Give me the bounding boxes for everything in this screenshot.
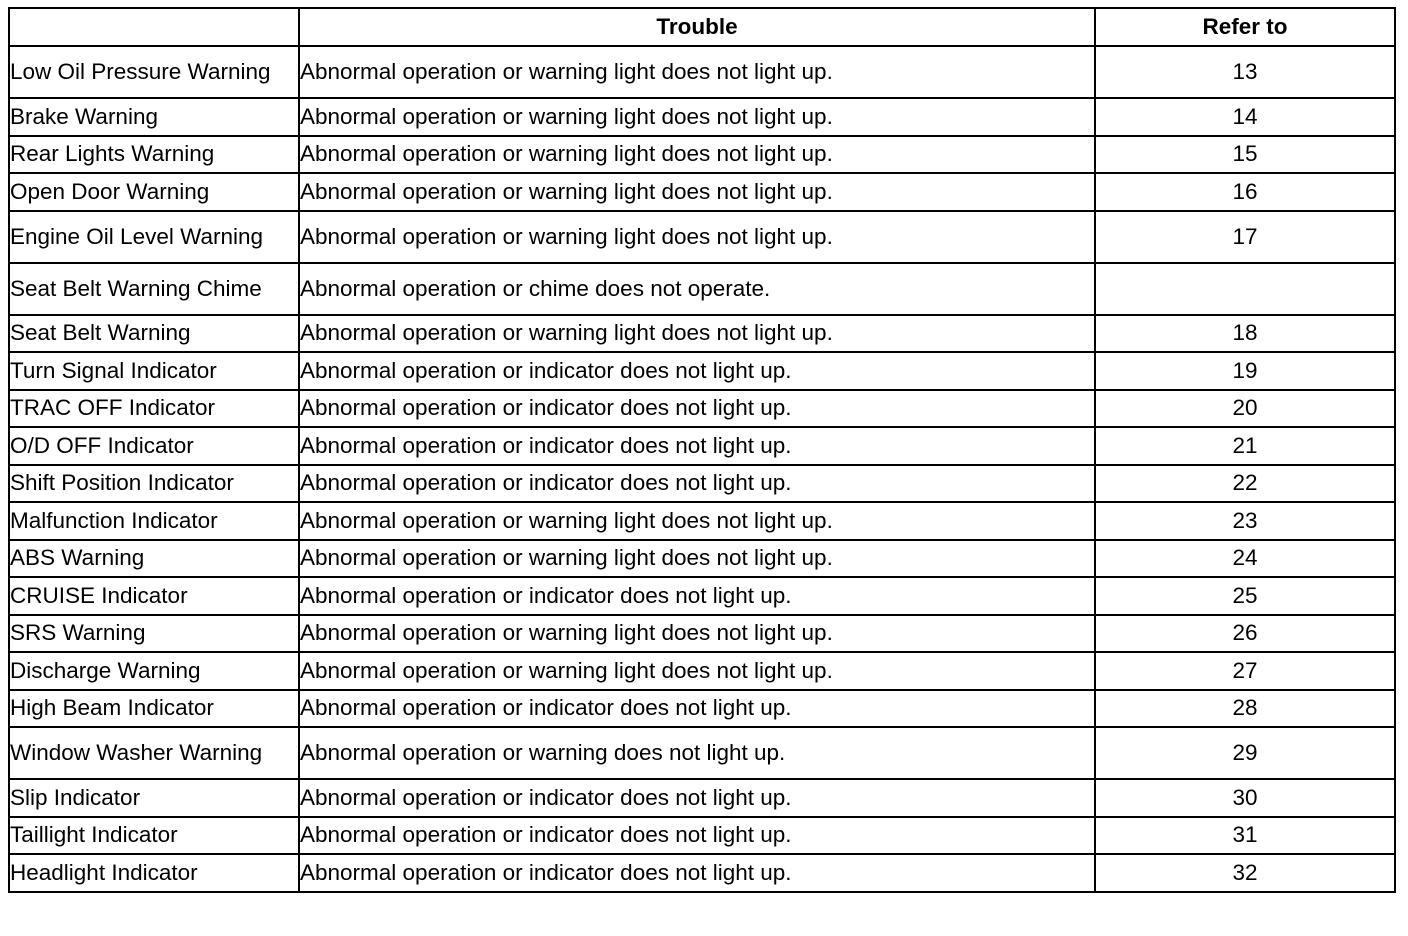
trouble-cell: Abnormal operation or indicator does not light up. bbox=[299, 465, 1095, 503]
trouble-cell: Abnormal operation or chime does not operate. bbox=[299, 263, 1095, 315]
refer-to-cell: 17 bbox=[1095, 211, 1395, 263]
trouble-cell: Abnormal operation or indicator does not light up. bbox=[299, 690, 1095, 728]
refer-to-cell: 31 bbox=[1095, 817, 1395, 855]
trouble-cell: Abnormal operation or warning light does not light up. bbox=[299, 173, 1095, 211]
trouble-cell: Abnormal operation or indicator does not light up. bbox=[299, 390, 1095, 428]
item-cell: Brake Warning bbox=[9, 98, 299, 136]
table-row bbox=[9, 652, 1395, 690]
item-cell: Low Oil Pressure Warning bbox=[9, 46, 299, 98]
refer-to-cell: 24 bbox=[1095, 540, 1395, 578]
item-cell: Malfunction Indicator bbox=[9, 502, 299, 540]
header-row bbox=[9, 8, 1395, 46]
header-refer-to: Refer to bbox=[1095, 8, 1395, 46]
item-cell: ABS Warning bbox=[9, 540, 299, 578]
refer-to-cell: 21 bbox=[1095, 427, 1395, 465]
item-cell: O/D OFF Indicator bbox=[9, 427, 299, 465]
trouble-cell: Abnormal operation or indicator does not light up. bbox=[299, 427, 1095, 465]
trouble-cell: Abnormal operation or warning does not light up. bbox=[299, 727, 1095, 779]
item-cell: Headlight Indicator bbox=[9, 854, 299, 892]
trouble-cell: Abnormal operation or warning light does not light up. bbox=[299, 315, 1095, 353]
trouble-cell: Abnormal operation or indicator does not light up. bbox=[299, 779, 1095, 817]
trouble-cell: Abnormal operation or warning light does not light up. bbox=[299, 540, 1095, 578]
refer-to-cell: 13 bbox=[1095, 46, 1395, 98]
trouble-cell: Abnormal operation or indicator does not light up. bbox=[299, 817, 1095, 855]
trouble-cell: Abnormal operation or warning light does not light up. bbox=[299, 652, 1095, 690]
refer-to-cell: 29 bbox=[1095, 727, 1395, 779]
item-cell: Rear Lights Warning bbox=[9, 136, 299, 174]
table-row bbox=[9, 779, 1395, 817]
trouble-cell: Abnormal operation or warning light does not light up. bbox=[299, 46, 1095, 98]
table-row bbox=[9, 502, 1395, 540]
refer-to-cell: 32 bbox=[1095, 854, 1395, 892]
refer-to-cell: 30 bbox=[1095, 779, 1395, 817]
trouble-cell: Abnormal operation or warning light does not light up. bbox=[299, 615, 1095, 653]
trouble-cell: Abnormal operation or indicator does not light up. bbox=[299, 577, 1095, 615]
table-row bbox=[9, 577, 1395, 615]
item-cell: Turn Signal Indicator bbox=[9, 352, 299, 390]
refer-to-cell: 20 bbox=[1095, 390, 1395, 428]
refer-to-cell: 28 bbox=[1095, 690, 1395, 728]
trouble-table bbox=[8, 7, 1396, 893]
item-cell: Shift Position Indicator bbox=[9, 465, 299, 503]
item-cell: Seat Belt Warning Chime bbox=[9, 263, 299, 315]
item-cell: Seat Belt Warning bbox=[9, 315, 299, 353]
item-cell: Open Door Warning bbox=[9, 173, 299, 211]
table-body bbox=[9, 46, 1395, 892]
refer-to-cell: 16 bbox=[1095, 173, 1395, 211]
table-row bbox=[9, 465, 1395, 503]
refer-to-cell bbox=[1095, 263, 1395, 315]
item-cell: Discharge Warning bbox=[9, 652, 299, 690]
refer-to-cell: 22 bbox=[1095, 465, 1395, 503]
item-cell: Window Washer Warning bbox=[9, 727, 299, 779]
table-row bbox=[9, 263, 1395, 315]
table-header bbox=[9, 8, 1395, 46]
item-cell: Engine Oil Level Warning bbox=[9, 211, 299, 263]
table-row bbox=[9, 211, 1395, 263]
refer-to-cell: 15 bbox=[1095, 136, 1395, 174]
trouble-cell: Abnormal operation or warning light does not light up. bbox=[299, 136, 1095, 174]
table-row bbox=[9, 173, 1395, 211]
header-trouble: Trouble bbox=[299, 8, 1095, 46]
table-row bbox=[9, 427, 1395, 465]
table-row bbox=[9, 46, 1395, 98]
table-row bbox=[9, 352, 1395, 390]
trouble-cell: Abnormal operation or warning light does not light up. bbox=[299, 98, 1095, 136]
item-cell: SRS Warning bbox=[9, 615, 299, 653]
table-row bbox=[9, 98, 1395, 136]
table-row bbox=[9, 615, 1395, 653]
item-cell: Taillight Indicator bbox=[9, 817, 299, 855]
refer-to-cell: 26 bbox=[1095, 615, 1395, 653]
item-cell: Slip Indicator bbox=[9, 779, 299, 817]
refer-to-cell: 19 bbox=[1095, 352, 1395, 390]
table-row bbox=[9, 817, 1395, 855]
table-row bbox=[9, 690, 1395, 728]
refer-to-cell: 27 bbox=[1095, 652, 1395, 690]
refer-to-cell: 25 bbox=[1095, 577, 1395, 615]
trouble-cell: Abnormal operation or indicator does not light up. bbox=[299, 352, 1095, 390]
item-cell: CRUISE Indicator bbox=[9, 577, 299, 615]
table-row bbox=[9, 727, 1395, 779]
table-row bbox=[9, 390, 1395, 428]
item-cell: High Beam Indicator bbox=[9, 690, 299, 728]
table-row bbox=[9, 315, 1395, 353]
header-item bbox=[9, 8, 299, 46]
refer-to-cell: 14 bbox=[1095, 98, 1395, 136]
table-row bbox=[9, 136, 1395, 174]
trouble-cell: Abnormal operation or indicator does not light up. bbox=[299, 854, 1095, 892]
item-cell: TRAC OFF Indicator bbox=[9, 390, 299, 428]
table-row bbox=[9, 540, 1395, 578]
table-row bbox=[9, 854, 1395, 892]
refer-to-cell: 18 bbox=[1095, 315, 1395, 353]
refer-to-cell: 23 bbox=[1095, 502, 1395, 540]
trouble-cell: Abnormal operation or warning light does not light up. bbox=[299, 211, 1095, 263]
trouble-cell: Abnormal operation or warning light does not light up. bbox=[299, 502, 1095, 540]
